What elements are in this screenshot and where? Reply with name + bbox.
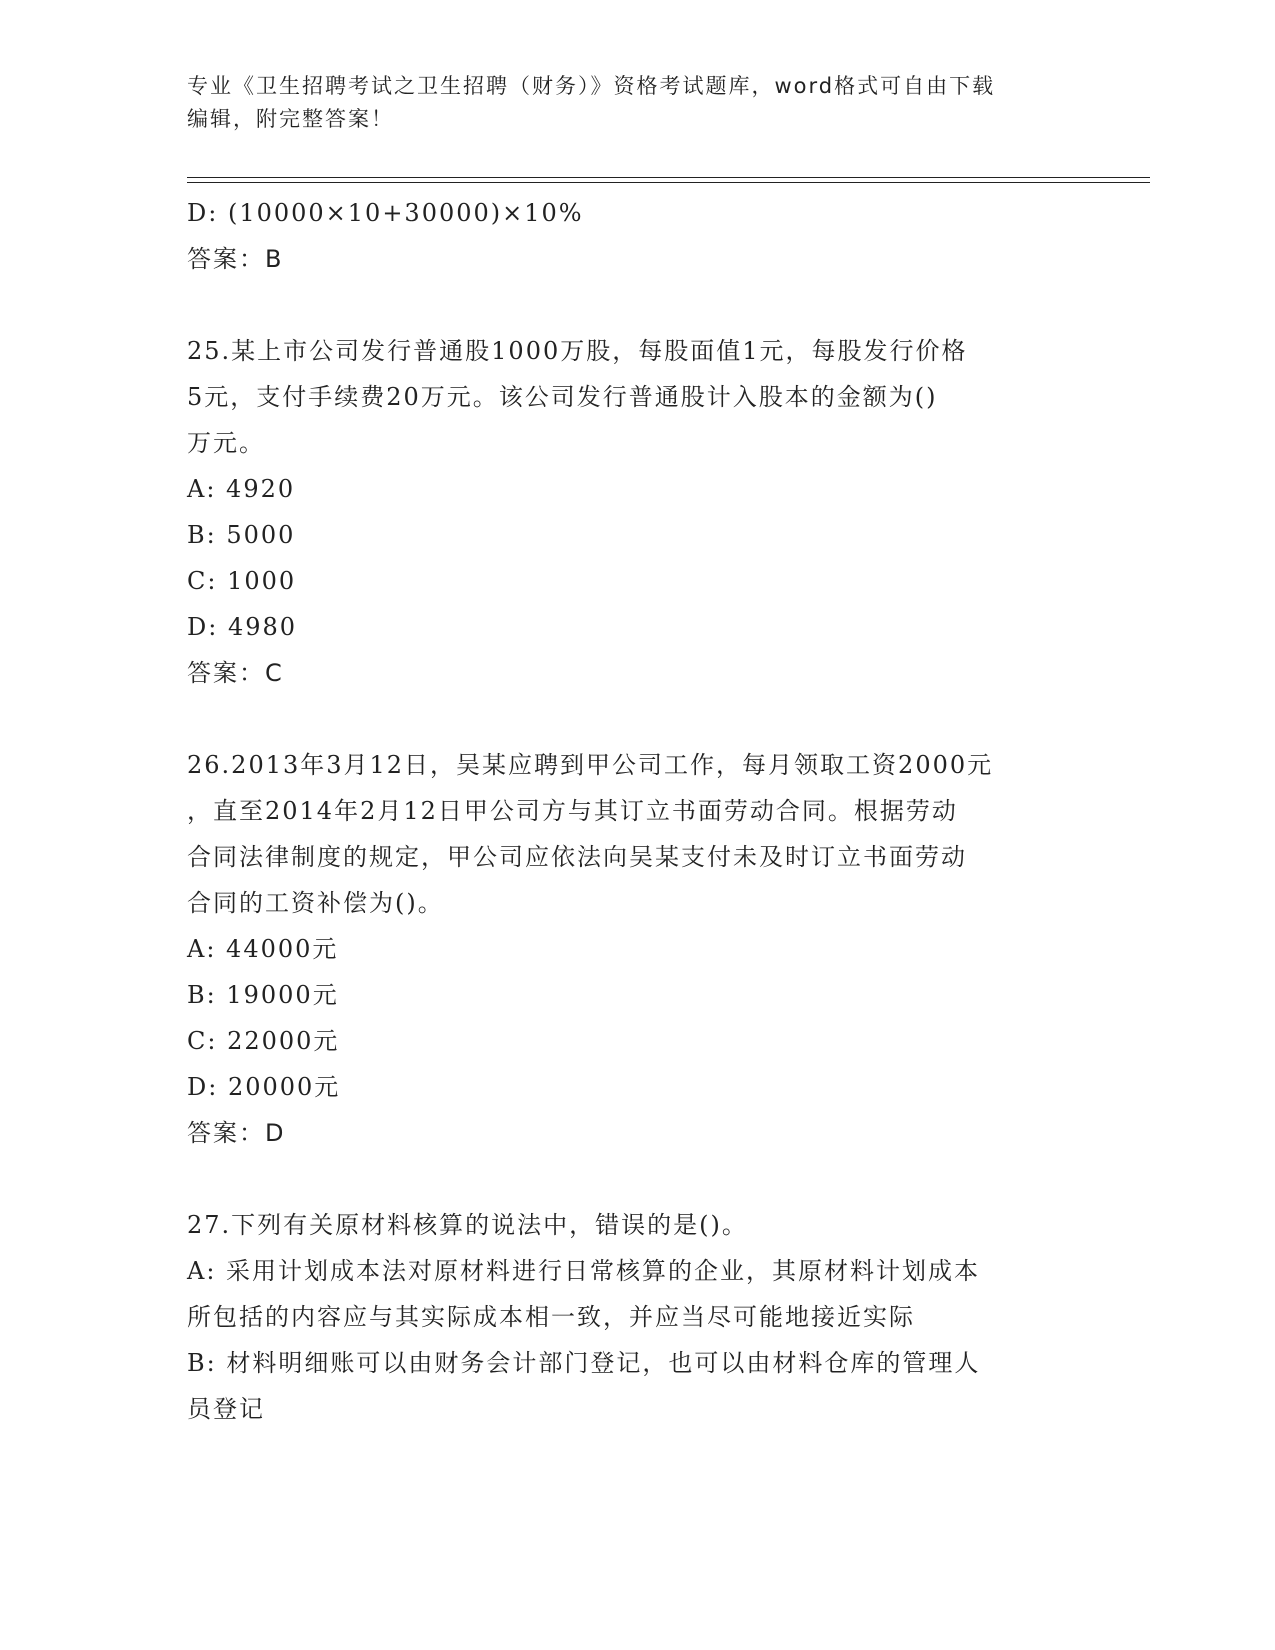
- q25-option-b: B: 5000: [187, 521, 296, 549]
- spacer: [187, 282, 1087, 328]
- spacer: [187, 1156, 1087, 1202]
- q26-option-d: D: 20000元: [187, 1073, 341, 1101]
- q27-option-b: B: 材料明细账可以由财务会计部门登记，也可以由材料仓库的管理人: [187, 1349, 981, 1377]
- q24-answer: 答案：B: [187, 245, 284, 273]
- q25-stem-line: 5元，支付手续费20万元。该公司发行普通股计入股本的金额为(): [187, 383, 938, 411]
- q26-stem-line: 合同的工资补偿为()。: [187, 889, 444, 917]
- q27-option-a: A: 采用计划成本法对原材料进行日常核算的企业，其原材料计划成本: [187, 1257, 981, 1285]
- header-line-1: 专业《卫生招聘考试之卫生招聘（财务）》资格考试题库，word格式可自由下载: [187, 74, 996, 98]
- header-divider-bottom: [187, 182, 1150, 183]
- q26-stem-line: 合同法律制度的规定，甲公司应依法向吴某支付未及时订立书面劳动: [187, 843, 967, 871]
- question-body: [187, 190, 1087, 1432]
- q26-option-b: B: 19000元: [187, 981, 339, 1009]
- q25-option-c: C: 1000: [187, 567, 297, 595]
- q26-stem-line: 26.2013年3月12日，吴某应聘到甲公司工作，每月领取工资2000元: [187, 751, 994, 779]
- q26-option-a: A: 44000元: [187, 935, 339, 963]
- question-27: [187, 1202, 1087, 1432]
- question-25: [187, 328, 1087, 696]
- q25-stem-line: 万元。: [187, 429, 265, 457]
- q27-stem-line: 27.下列有关原材料核算的说法中，错误的是()。: [187, 1211, 748, 1239]
- spacer: [187, 696, 1087, 742]
- q25-stem-line: 25.某上市公司发行普通股1000万股，每股面值1元，每股发行价格: [187, 337, 968, 365]
- question-26: [187, 742, 1087, 1156]
- q25-option-a: A: 4920: [187, 475, 296, 503]
- header-line-2: 编辑，附完整答案！: [187, 107, 394, 131]
- q27-option-a-cont: 所包括的内容应与其实际成本相一致，并应当尽可能地接近实际: [187, 1303, 915, 1331]
- q25-answer: 答案：C: [187, 659, 284, 687]
- document-header: [187, 70, 1087, 136]
- q26-answer: 答案：D: [187, 1119, 286, 1147]
- q27-option-b-cont: 员登记: [187, 1395, 265, 1423]
- header-divider-top: [187, 177, 1150, 178]
- q24-option-d: D: (10000×10+30000)×10%: [187, 199, 584, 227]
- q26-option-c: C: 22000元: [187, 1027, 340, 1055]
- q25-option-d: D: 4980: [187, 613, 298, 641]
- q26-stem-line: ，直至2014年2月12日甲公司方与其订立书面劳动合同。根据劳动: [187, 797, 958, 825]
